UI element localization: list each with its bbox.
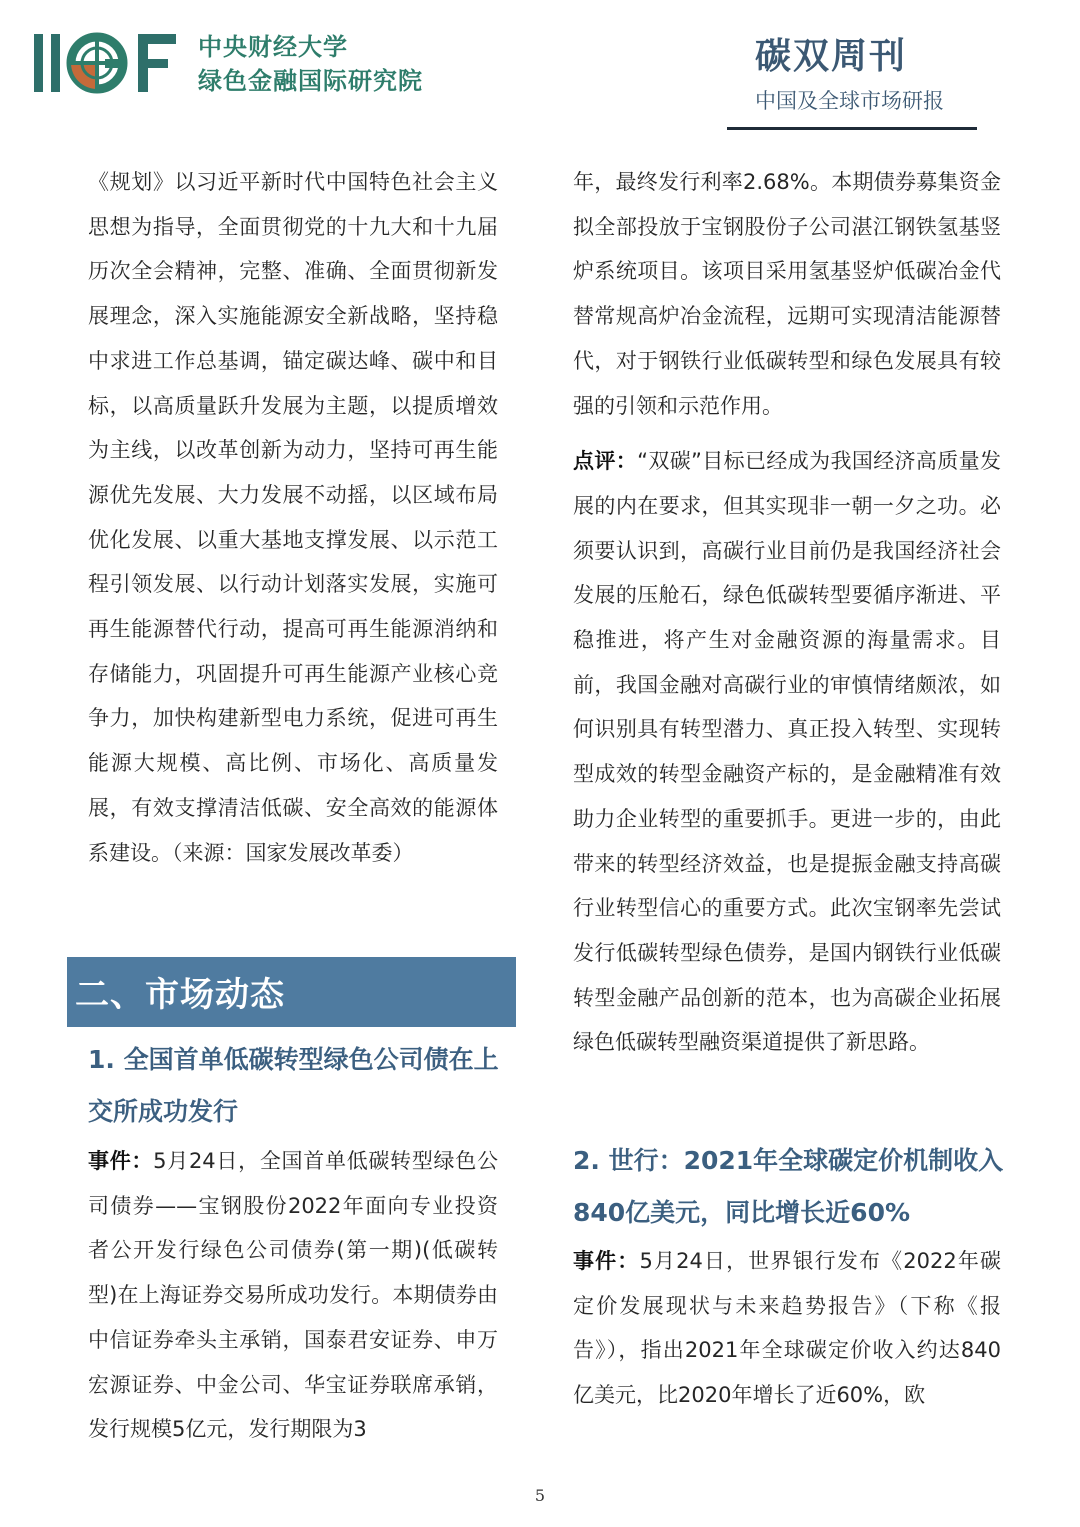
article2-event-paragraph (573, 1239, 1001, 1418)
article2-body (573, 1239, 1001, 1418)
right-column (573, 160, 1001, 1065)
article1-body (88, 1139, 498, 1452)
header-divider (727, 127, 977, 130)
iigf-logo (34, 32, 184, 94)
org-name-line1: 中央财经大学 (198, 33, 348, 61)
event-label: 事件： (573, 1249, 640, 1273)
page-number: 5 (534, 1486, 546, 1505)
event-label: 事件： (88, 1149, 154, 1173)
article1-title: 1. 全国首单低碳转型绿色公司债在上交所成功发行 (88, 1045, 499, 1126)
article1-event-text: 5月24日，全国首单低碳转型绿色公司债券——宝钢股份2022年面向专业投资者公开发行绿色公司债券(第一期)(低碳转型)在上海证券交易所成功发行。本期债券由中信证券牵头主承销，国泰君安证券、申万宏源证券、中金公司、华宝证券联席承销，发行规模5亿元，发行期限为3 (88, 1149, 498, 1442)
left-column (88, 160, 498, 875)
section-title: 二、市场动态 (75, 975, 285, 1015)
article2-event-text: 5月24日，世界银行发布《2022年碳定价发展现状与未来趋势报告》（下称《报告》），指出2021年全球碳定价收入约达840亿美元，比2020年增长了近60%，欧 (573, 1249, 1001, 1408)
article2-title: 2. 世行：2021年全球碳定价机制收入840亿美元，同比增长近60% (573, 1146, 1004, 1227)
comment-paragraph (573, 439, 1001, 1065)
article1-event-paragraph (88, 1139, 498, 1452)
section-header-bar (67, 957, 516, 1027)
article1-continuation: 年，最终发行利率2.68%。本期债券募集资金拟全部投放于宝钢股份子公司湛江钢铁氢基竖炉系统项目。该项目采用氢基竖炉低碳冶金代替常规高炉冶金流程，远期可实现清洁能源替代，对于钢铁行业低碳转型和绿色发展具有较强的引领和示范作用。 (573, 170, 1001, 418)
comment-label: 点评： (573, 449, 638, 474)
intro-paragraph: 《规划》以习近平新时代中国特色社会主义思想为指导，全面贯彻党的十九大和十九届历次全会精神，完整、准确、全面贯彻新发展理念，深入实施能源安全新战略，坚持稳中求进工作总基调，锚定碳达峰、碳中和目标，以高质量跃升发展为主题，以提质增效为主线，以改革创新为动力，坚持可再生能源优先发展、大力发展不动摇，以区域布局优化发展、以重大基地支撑发展、以示范工程引领发展、以行动计划落实发展，实施可再生能源替代行动，提高可再生能源消纳和存储能力，巩固提升可再生能源产业核心竞争力，加快构建新型电力系统，促进可再生能源大规模、高比例、市场化、高质量发展，有效支撑清洁低碳、安全高效的能源体系建设。（来源：国家发展改革委） (88, 170, 498, 865)
publication-title: 碳双周刊 (755, 36, 908, 77)
publication-subtitle: 中国及全球市场研报 (755, 89, 944, 113)
organization-name (198, 30, 423, 98)
org-name-line2: 绿色金融国际研究院 (198, 67, 423, 95)
comment-text: “双碳”目标已经成为我国经济高质量发展的内在要求，但其实现非一朝一夕之功。必须要认识到，高碳行业目前仍是我国经济社会发展的压舱石，绿色低碳转型要循序渐进、平稳推进，将产生对金融资源的海量需求。目前，我国金融对高碳行业的审慎情绪颇浓，如何识别具有转型潜力、真正投入转型、实现转型成效的转型金融资产标的，是金融精准有效助力企业转型的重要抓手。更进一步的，由此带来的转型经济效益，也是提振金融支持高碳行业转型信心的重要方式。此次宝钢率先尝试发行低碳转型绿色债券，是国内钢铁行业低碳转型金融产品创新的范本，也为高碳企业拓展绿色低碳转型融资渠道提供了新思路。 (573, 449, 1002, 1055)
